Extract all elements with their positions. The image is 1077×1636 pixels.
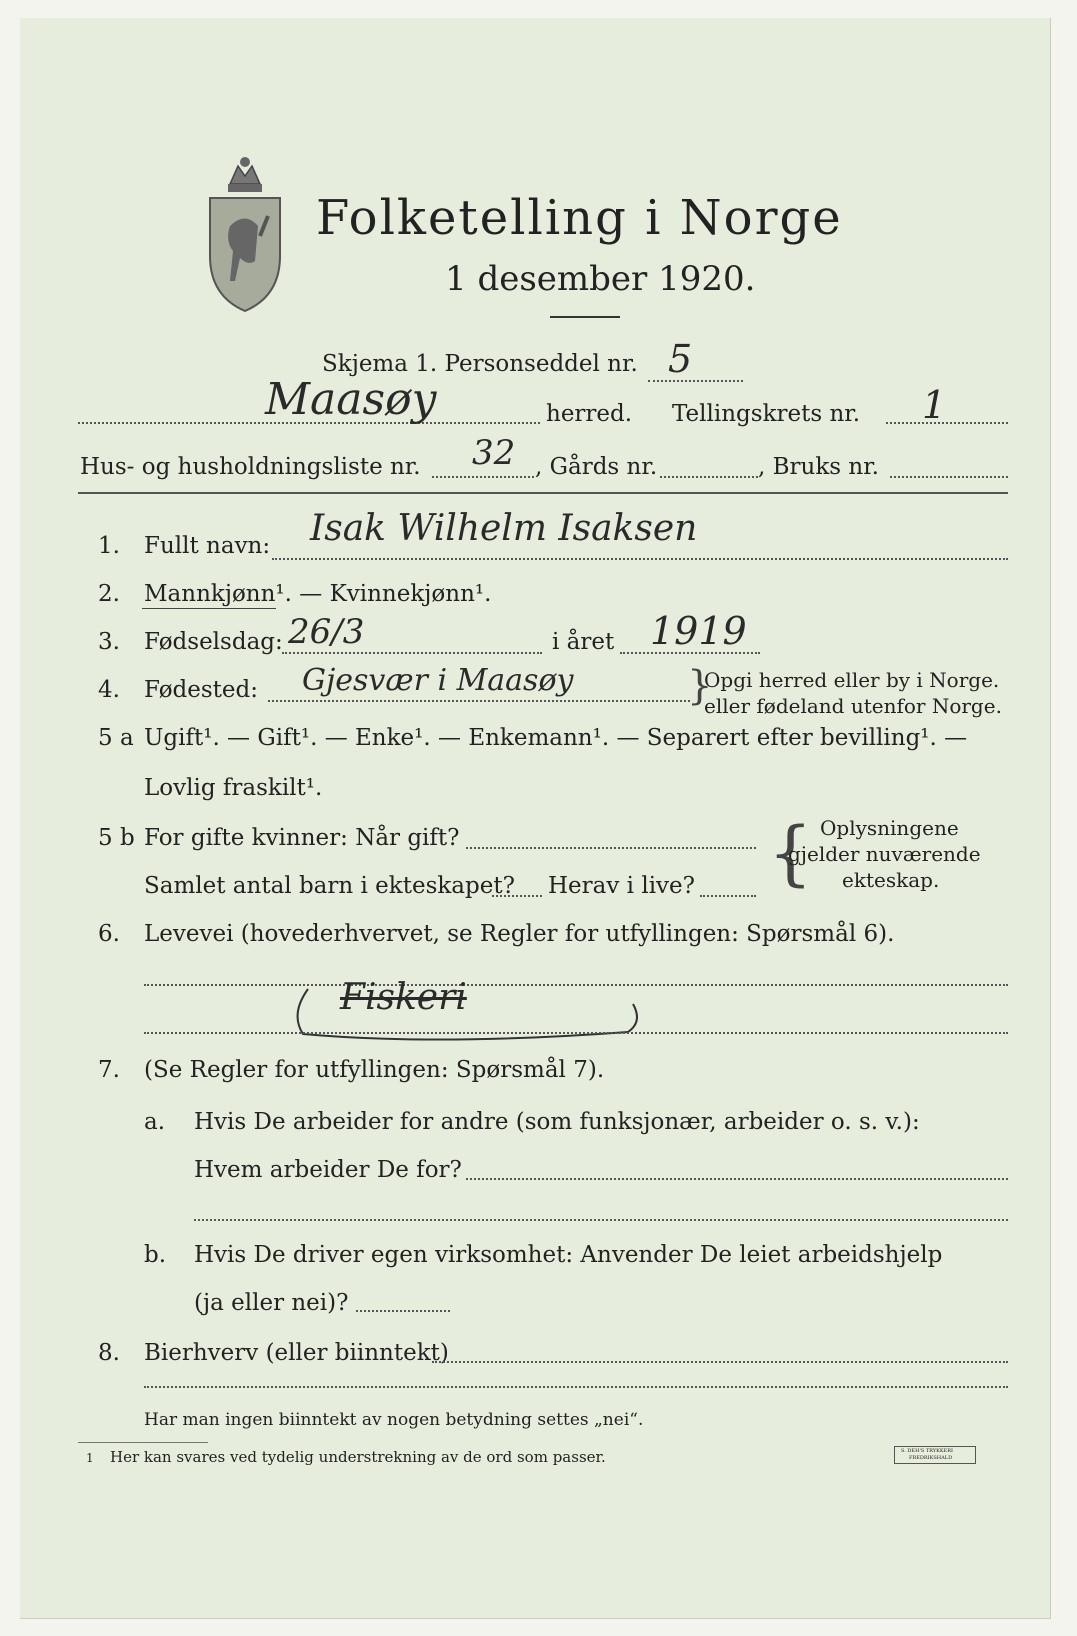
levevei-parenthesis-mark [288, 984, 648, 1044]
fullt-navn-value: Isak Wilhelm Isaksen [310, 508, 698, 549]
footnote-text: Her kan svares ved tydelig understrekning av de ord som passer. [110, 1448, 606, 1466]
fodested-value: Gjesvær i Maasøy [302, 663, 574, 698]
personseddel-nr-value: 5 [668, 337, 693, 381]
skjema-label: Skjema 1. Personseddel nr. [322, 351, 638, 377]
husholdningsliste-value: 32 [472, 433, 516, 473]
brace-q4: } [687, 663, 713, 709]
tellingskrets-value: 1 [922, 383, 947, 427]
fullt-navn-label: Fullt navn: [144, 533, 271, 559]
form-date: 1 desember 1920. [445, 259, 756, 299]
printer-stamp: S. DEH'S TRYKKERI FREDRIKSHALD [894, 1446, 976, 1464]
fodselsdag-label: Fødselsdag: [144, 629, 283, 655]
census-form: Folketelling i Norge 1 desember 1920. Skjema 1. Personseddel nr. 5 Maasøy herred. Tellingskrets nr. 1 Hus- og husholdningsliste nr. 32 , Gårds nr. , Bruks nr. 1. Fullt navn: Isak Wilhelm Isaksen 2. Mannkjønn¹. — Kvinnekjønn¹. 3. Fødselsdag: 26/3 i året 1919 4. Fødested: Gjesvær i Maasøy } Opgi herred eller by i Norge. eller fødeland utenfor Norge. 5 a Ugift¹. — Gift¹. — Enke¹. — Enkemann¹. — Separert efter bevilling¹. — Lovlig fraskilt¹. 5 b For gifte kvinner: Når gift? Samlet antal barn i ekteskapet? Herav i live? { Oplysningene gjelder nuværende ekteskap. 6. Levevei (hovederhvervet, se Regler for utfyllingen: Spørsmål 6). Fiskeri 7. (Se Regler for utfyllingen: Spørsmål 7). a. Hvis De arbeider for andre (som funksjonær, arbeider o. s. v.): Hvem arbeider De for? b. Hvis De driver egen virksomhet: Anvender De leiet arbeidshjelp (ja eller nei)? 8. Bierhverv (eller biinntekt) Har man ingen biinntekt av nogen betydning settes „nei“. 1 Her kan svares ved tydelig understrekning av de ord som passer. S. DEH'S TRYKKERI FREDRIKSHALD [20, 18, 1051, 1619]
herred-value: Maasøy [265, 374, 437, 425]
fodested-label: Fødested: [144, 677, 259, 703]
fodselsdag-value: 26/3 [288, 612, 365, 652]
coat-of-arms-icon [200, 146, 290, 316]
tellingskrets-label: Tellingskrets nr. [672, 401, 861, 427]
brace-q5b: { [768, 812, 813, 894]
form-title: Folketelling i Norge [316, 190, 843, 246]
husholdningsliste-label: Hus- og husholdningsliste nr. [80, 454, 421, 480]
aret-label: i året [552, 629, 615, 655]
mannkjonn-underline [142, 608, 276, 609]
title-divider [550, 316, 620, 318]
herred-label: herred. [546, 401, 633, 427]
levevei-value: Fiskeri [340, 977, 467, 1018]
gards-label: , Gårds nr. [535, 454, 658, 480]
kjonn-label: Mannkjønn¹. — Kvinnekjønn¹. [144, 581, 492, 607]
bruks-label: , Bruks nr. [758, 454, 879, 480]
fodselsar-value: 1919 [650, 609, 747, 653]
